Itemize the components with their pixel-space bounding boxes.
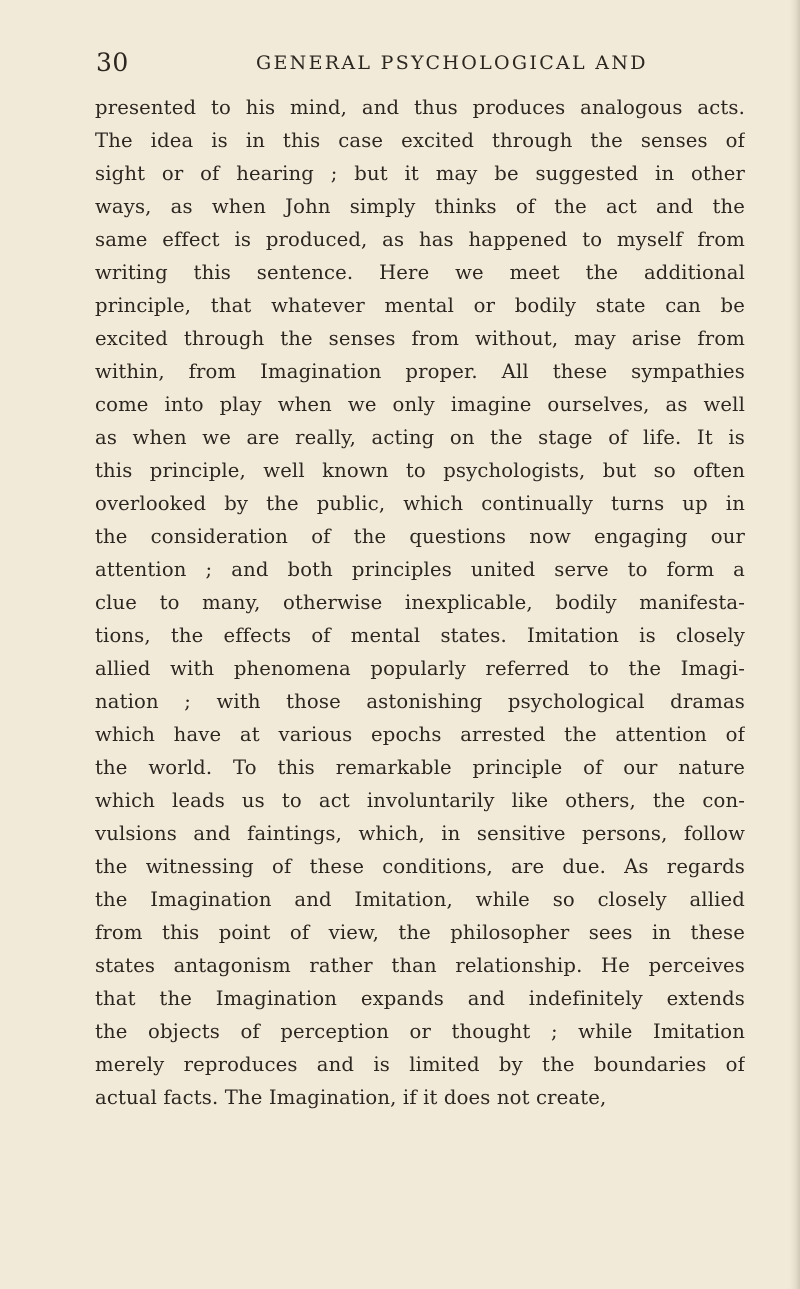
text-line: presented to his mind, and thus produces analogous acts. — [95, 96, 745, 119]
text-line: the objects of perception or thought ; while Imitation — [95, 1020, 745, 1043]
page-number: 30 — [96, 48, 129, 77]
text-line: writing this sentence. Here we meet the additional — [95, 261, 745, 284]
text-line: merely reproduces and is limited by the boundaries of — [95, 1053, 745, 1076]
text-line: the world. To this remarkable principle of our nature — [95, 756, 745, 779]
text-line: this principle, well known to psychologists, but so often — [95, 459, 745, 482]
text-line: the consideration of the questions now engaging our — [95, 525, 745, 548]
text-line: principle, that whatever mental or bodily state can be — [95, 294, 745, 317]
text-line: sight or of hearing ; but it may be suggested in other — [95, 162, 745, 185]
text-line: overlooked by the public, which continually turns up in — [95, 492, 745, 515]
text-line: which have at various epochs arrested the attention of — [95, 723, 745, 746]
text-line: that the Imagination expands and indefinitely extends — [95, 987, 745, 1010]
text-line: allied with phenomena popularly referred to the Imagi- — [95, 657, 745, 680]
text-line: same effect is produced, as has happened to myself from — [95, 228, 745, 251]
text-line: tions, the effects of mental states. Imitation is closely — [95, 624, 745, 647]
text-line: nation ; with those astonishing psychological dramas — [95, 690, 745, 713]
page-edge-shadow — [790, 0, 800, 1289]
text-line: as when we are really, acting on the stage of life. It is — [95, 426, 745, 449]
text-line: which leads us to act involuntarily like others, the con- — [95, 789, 745, 812]
text-line: the witnessing of these conditions, are due. As regards — [95, 855, 745, 878]
text-line: clue to many, otherwise inexplicable, bodily manifesta- — [95, 591, 745, 614]
text-line: ways, as when John simply thinks of the act and the — [95, 195, 745, 218]
text-line: The idea is in this case excited through the senses of — [95, 129, 745, 152]
page-header — [96, 46, 736, 86]
text-line: vulsions and faintings, which, in sensitive persons, follow — [95, 822, 745, 845]
text-line: come into play when we only imagine ourselves, as well — [95, 393, 745, 416]
running-head: GENERAL PSYCHOLOGICAL AND — [256, 52, 648, 74]
text-line: actual facts. The Imagination, if it does not create, — [95, 1086, 607, 1109]
text-line: within, from Imagination proper. All these sympathies — [95, 360, 745, 383]
text-line: excited through the senses from without, may arise from — [95, 327, 745, 350]
text-line: from this point of view, the philosopher sees in these — [95, 921, 745, 944]
text-line: the Imagination and Imitation, while so closely allied — [95, 888, 745, 911]
text-line: attention ; and both principles united serve to form a — [95, 558, 745, 581]
text-line: states antagonism rather than relationship. He perceives — [95, 954, 745, 977]
body-text — [95, 91, 745, 1114]
